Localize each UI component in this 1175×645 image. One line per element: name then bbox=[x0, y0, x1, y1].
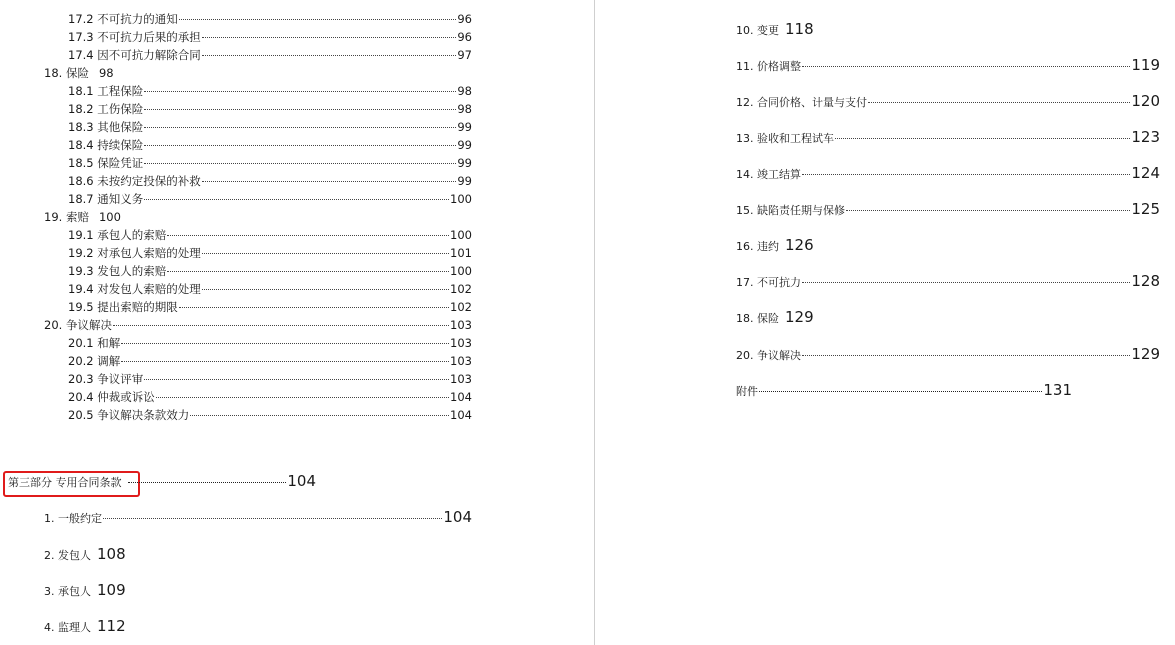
toc-entry-label: 15. 缺陷责任期与保修 bbox=[736, 204, 845, 217]
toc-appendix[interactable] bbox=[736, 381, 1072, 399]
toc-entry-label: 19.5 提出索赔的期限 bbox=[68, 300, 178, 314]
leader-dots bbox=[167, 271, 449, 272]
toc-entry[interactable] bbox=[736, 345, 1160, 363]
toc-entry-label: 20.1 和解 bbox=[68, 336, 121, 350]
toc-entry-label: 14. 竣工结算 bbox=[736, 168, 801, 181]
leader-dots bbox=[179, 19, 457, 20]
toc-entry[interactable] bbox=[68, 407, 472, 423]
toc-entry-label: 19.3 发包人的索赔 bbox=[68, 264, 167, 278]
toc-entry-page: 119 bbox=[1131, 56, 1160, 74]
leader-dots bbox=[144, 163, 456, 164]
toc-entry-page: 98 bbox=[457, 102, 472, 116]
leader-dots bbox=[802, 174, 1130, 175]
toc-section-label: 18. 保险 bbox=[44, 66, 89, 80]
toc-part-page: 104 bbox=[287, 472, 316, 490]
toc-entry[interactable] bbox=[736, 308, 814, 326]
toc-entry[interactable] bbox=[68, 47, 472, 63]
toc-entry-label: 17. 不可抗力 bbox=[736, 276, 801, 289]
leader-dots bbox=[144, 127, 456, 128]
toc-entry-label: 17.4 因不可抗力解除合同 bbox=[68, 48, 201, 62]
toc-entry-page: 100 bbox=[450, 192, 472, 206]
toc-entry[interactable] bbox=[68, 11, 472, 27]
toc-entry[interactable] bbox=[68, 119, 472, 135]
toc-entry-label: 18.2 工伤保险 bbox=[68, 102, 144, 116]
toc-entry-label: 18.3 其他保险 bbox=[68, 120, 144, 134]
toc-entry[interactable] bbox=[736, 128, 1160, 146]
toc-entry-label: 16. 违约 bbox=[736, 240, 779, 253]
toc-entry-label: 11. 价格调整 bbox=[736, 60, 801, 73]
toc-entry-label: 1. 一般约定 bbox=[44, 512, 102, 525]
toc-part-heading[interactable] bbox=[8, 472, 316, 490]
toc-entry[interactable] bbox=[68, 29, 472, 45]
leader-dots bbox=[202, 289, 449, 290]
toc-entry-label: 3. 承包人 bbox=[44, 585, 91, 598]
toc-entry[interactable] bbox=[44, 617, 126, 635]
leader-dots bbox=[179, 307, 449, 308]
toc-entry[interactable] bbox=[68, 245, 472, 261]
leader-dots bbox=[190, 415, 449, 416]
toc-entry-page: 100 bbox=[450, 264, 472, 278]
toc-entry-label: 17.2 不可抗力的通知 bbox=[68, 12, 178, 26]
toc-entry-label: 13. 验收和工程试车 bbox=[736, 132, 834, 145]
toc-entry-page: 124 bbox=[1131, 164, 1160, 182]
toc-entry-page: 99 bbox=[457, 138, 472, 152]
toc-entry-page: 128 bbox=[1131, 272, 1160, 290]
toc-section-heading[interactable] bbox=[44, 65, 114, 81]
toc-entry-page: 112 bbox=[97, 617, 126, 635]
toc-entry-page: 104 bbox=[450, 390, 472, 404]
toc-entry[interactable] bbox=[68, 137, 472, 153]
toc-entry-label: 17.3 不可抗力后果的承担 bbox=[68, 30, 201, 44]
toc-entry-page: 99 bbox=[457, 174, 472, 188]
toc-entry-page: 102 bbox=[450, 300, 472, 314]
toc-entry-page: 104 bbox=[450, 408, 472, 422]
leader-dots bbox=[156, 397, 449, 398]
toc-entry-label: 18.6 未按约定投保的补救 bbox=[68, 174, 201, 188]
toc-entry-label: 20.5 争议解决条款效力 bbox=[68, 408, 190, 422]
toc-section-page: 98 bbox=[98, 66, 114, 80]
toc-entry[interactable] bbox=[736, 164, 1160, 182]
toc-entry-label: 18.7 通知义务 bbox=[68, 192, 144, 206]
toc-entry[interactable] bbox=[68, 263, 472, 279]
toc-entry-label: 19.2 对承包人索赔的处理 bbox=[68, 246, 201, 260]
leader-dots bbox=[144, 91, 456, 92]
toc-entry[interactable] bbox=[44, 545, 126, 563]
toc-entry-page: 104 bbox=[443, 508, 472, 526]
leader-dots bbox=[121, 361, 449, 362]
toc-entry[interactable] bbox=[68, 191, 472, 207]
toc-entry-page: 129 bbox=[1131, 345, 1160, 363]
toc-entry-page: 103 bbox=[450, 354, 472, 368]
toc-entry-page: 129 bbox=[785, 308, 814, 326]
toc-entry-page: 125 bbox=[1131, 200, 1160, 218]
leader-dots bbox=[113, 325, 449, 326]
toc-entry-label: 2. 发包人 bbox=[44, 549, 91, 562]
toc-entry[interactable] bbox=[68, 227, 472, 243]
toc-entry[interactable] bbox=[736, 20, 814, 38]
leader-dots bbox=[202, 37, 457, 38]
toc-entry-page: 118 bbox=[785, 20, 814, 38]
toc-entry-label: 20.3 争议评审 bbox=[68, 372, 144, 386]
toc-entry[interactable] bbox=[68, 335, 472, 351]
leader-dots bbox=[802, 355, 1130, 356]
toc-entry[interactable] bbox=[68, 299, 472, 315]
toc-entry-page: 126 bbox=[785, 236, 814, 254]
toc-entry-page: 101 bbox=[450, 246, 472, 260]
toc-section-label: 20. 争议解决 bbox=[44, 318, 112, 332]
leader-dots bbox=[802, 66, 1130, 67]
toc-entry-page: 99 bbox=[457, 120, 472, 134]
leader-dots bbox=[144, 379, 449, 380]
toc-entry[interactable] bbox=[736, 272, 1160, 290]
toc-entry-page: 98 bbox=[457, 84, 472, 98]
leader-dots bbox=[202, 181, 457, 182]
toc-appendix-label: 附件 bbox=[736, 385, 758, 398]
toc-section-label: 19. 索赔 bbox=[44, 210, 89, 224]
toc-entry[interactable] bbox=[68, 353, 472, 369]
toc-entry-page: 100 bbox=[450, 228, 472, 242]
toc-entry-label: 19.1 承包人的索赔 bbox=[68, 228, 167, 242]
leader-dots bbox=[144, 145, 456, 146]
toc-entry[interactable] bbox=[736, 56, 1160, 74]
toc-entry[interactable] bbox=[68, 155, 472, 171]
leader-dots bbox=[868, 102, 1130, 103]
leader-dots bbox=[144, 199, 449, 200]
toc-entry-label: 18.5 保险凭证 bbox=[68, 156, 144, 170]
toc-section-heading[interactable] bbox=[44, 209, 121, 225]
toc-entry-label: 18.4 持续保险 bbox=[68, 138, 144, 152]
toc-entry[interactable] bbox=[736, 92, 1160, 110]
toc-entry-page: 102 bbox=[450, 282, 472, 296]
toc-entry[interactable] bbox=[68, 173, 472, 189]
leader-dots bbox=[202, 253, 449, 254]
toc-entry-page: 109 bbox=[97, 581, 126, 599]
leader-dots bbox=[835, 138, 1130, 139]
toc-entry-page: 99 bbox=[457, 156, 472, 170]
toc-entry-page: 96 bbox=[457, 12, 472, 26]
toc-entry-label: 20. 争议解决 bbox=[736, 349, 801, 362]
leader-dots bbox=[128, 482, 287, 483]
toc-appendix-page: 131 bbox=[1043, 381, 1072, 399]
toc-entry-label: 18. 保险 bbox=[736, 312, 779, 325]
toc-entry-label: 19.4 对发包人索赔的处理 bbox=[68, 282, 201, 296]
toc-entry[interactable] bbox=[68, 371, 472, 387]
toc-entry-page: 120 bbox=[1131, 92, 1160, 110]
toc-entry-page: 97 bbox=[457, 48, 472, 62]
toc-entry-page: 123 bbox=[1131, 128, 1160, 146]
toc-entry-label: 12. 合同价格、计量与支付 bbox=[736, 96, 867, 109]
toc-entry-label: 20.4 仲裁或诉讼 bbox=[68, 390, 155, 404]
toc-section-page: 103 bbox=[450, 318, 472, 332]
leader-dots bbox=[167, 235, 449, 236]
toc-entry-label: 4. 监理人 bbox=[44, 621, 91, 634]
toc-entry[interactable] bbox=[736, 236, 814, 254]
toc-entry-page: 96 bbox=[457, 30, 472, 44]
toc-entry-page: 108 bbox=[97, 545, 126, 563]
toc-entry[interactable] bbox=[68, 389, 472, 405]
toc-page-right bbox=[596, 0, 1175, 645]
leader-dots bbox=[759, 391, 1042, 392]
toc-entry[interactable] bbox=[68, 83, 472, 99]
leader-dots bbox=[846, 210, 1130, 211]
toc-entry-page: 103 bbox=[450, 336, 472, 350]
toc-entry[interactable] bbox=[44, 581, 126, 599]
leader-dots bbox=[144, 109, 456, 110]
page-divider bbox=[594, 0, 595, 645]
toc-entry[interactable] bbox=[44, 508, 472, 526]
toc-entry[interactable] bbox=[736, 200, 1160, 218]
leader-dots bbox=[103, 518, 442, 519]
toc-part-label: 第三部分 专用合同条款 bbox=[8, 476, 122, 489]
leader-dots bbox=[121, 343, 449, 344]
toc-entry-page: 103 bbox=[450, 372, 472, 386]
toc-section-heading[interactable] bbox=[44, 317, 472, 333]
toc-entry[interactable] bbox=[68, 281, 472, 297]
toc-entry[interactable] bbox=[68, 101, 472, 117]
leader-dots bbox=[202, 55, 457, 56]
toc-entry-label: 10. 变更 bbox=[736, 24, 779, 37]
leader-dots bbox=[802, 282, 1130, 283]
toc-section-page: 100 bbox=[98, 210, 121, 224]
toc-entry-label: 18.1 工程保险 bbox=[68, 84, 144, 98]
toc-entry-label: 20.2 调解 bbox=[68, 354, 121, 368]
